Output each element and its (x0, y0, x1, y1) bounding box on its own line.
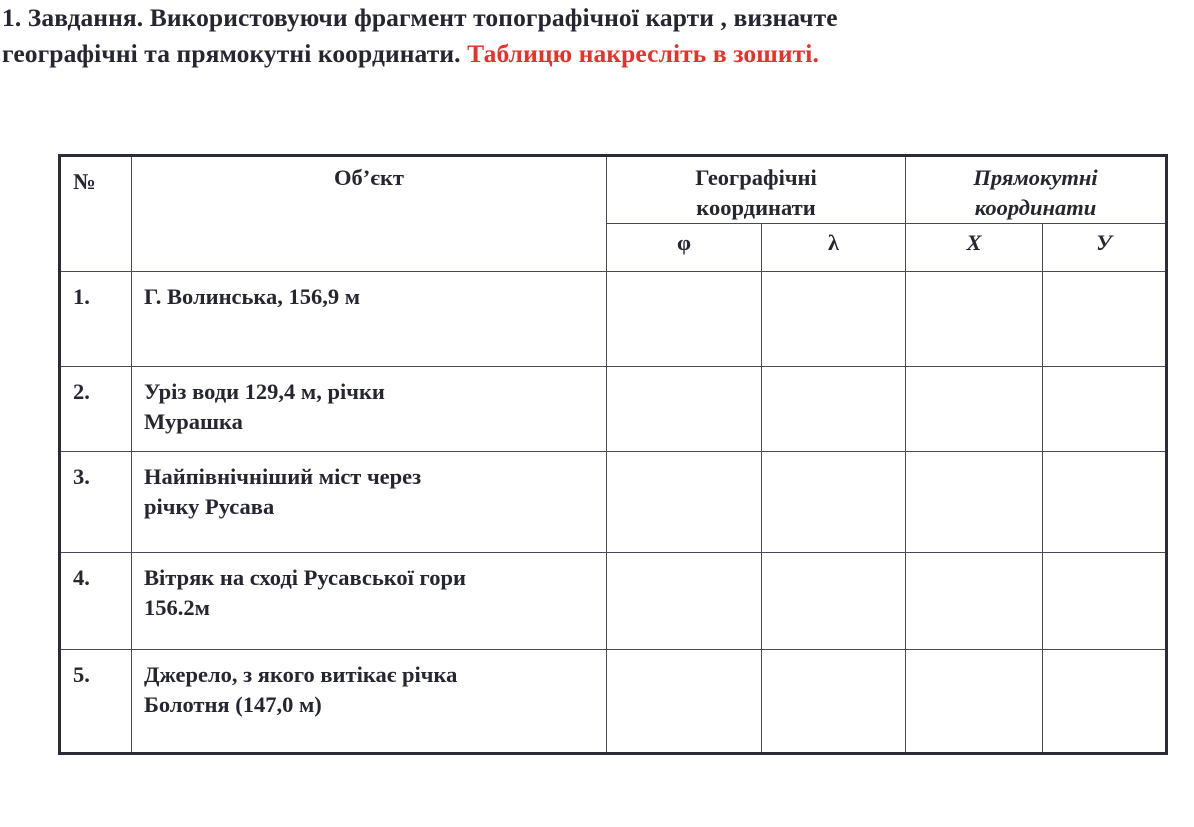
coordinates-table (58, 154, 1168, 755)
header-x: X (906, 224, 1043, 272)
cell-y (1043, 367, 1167, 452)
header-y: У (1043, 224, 1167, 272)
cell-phi (607, 650, 762, 754)
row-object-line2: річку Русава (144, 494, 275, 519)
cell-x (906, 553, 1043, 650)
row-object-line2: 156.2м (144, 595, 210, 620)
cell-x (906, 452, 1043, 553)
cell-x (906, 272, 1043, 367)
header-rect (906, 156, 1167, 224)
cell-lambda (762, 452, 906, 553)
header-num: № (60, 156, 132, 272)
row-object (132, 553, 607, 650)
header-rect-line1: Прямокутні (973, 165, 1098, 190)
row-object-line2: Мурашка (144, 409, 243, 434)
cell-x (906, 650, 1043, 754)
row-number: 3. (60, 452, 132, 553)
cell-phi (607, 272, 762, 367)
cell-phi (607, 553, 762, 650)
task-line-2-text: географічні та прямокутні координати. (2, 39, 461, 68)
row-number: 4. (60, 553, 132, 650)
table-row (60, 367, 1167, 452)
header-geo (607, 156, 906, 224)
row-object-line1: Вітряк на сході Русавської гори (144, 565, 466, 590)
table-row (60, 650, 1167, 754)
cell-y (1043, 272, 1167, 367)
row-object-line1: Г. Волинська, 156,9 м (144, 284, 361, 309)
row-number: 5. (60, 650, 132, 754)
cell-phi (607, 452, 762, 553)
table-row (60, 553, 1167, 650)
header-row (60, 156, 1167, 224)
row-number: 2. (60, 367, 132, 452)
row-object (132, 650, 607, 754)
row-object (132, 272, 607, 367)
row-object-line2: Болотня (147,0 м) (144, 692, 322, 717)
task-instruction-red: Таблицю накресліть в зошиті. (467, 39, 819, 68)
task-line-2 (2, 36, 1192, 72)
cell-y (1043, 452, 1167, 553)
header-geo-line2: координати (696, 195, 816, 220)
row-object-line1: Уріз води 129,4 м, річки (144, 379, 385, 404)
cell-lambda (762, 553, 906, 650)
cell-phi (607, 367, 762, 452)
row-number: 1. (60, 272, 132, 367)
task-text (2, 0, 1192, 72)
header-rect-line2: координати (974, 195, 1097, 220)
cell-lambda (762, 367, 906, 452)
cell-y (1043, 553, 1167, 650)
task-line-1: 1. Завдання. Використовуючи фрагмент топографічної карти , визначте (2, 3, 838, 32)
row-object (132, 452, 607, 553)
table-row (60, 272, 1167, 367)
cell-lambda (762, 650, 906, 754)
header-geo-line1: Географічні (695, 165, 817, 190)
cell-y (1043, 650, 1167, 754)
row-object-line1: Джерело, з якого витікає річка (144, 662, 458, 687)
header-phi: φ (607, 224, 762, 272)
header-lambda: λ (762, 224, 906, 272)
row-object-line1: Найпівнічніший міст через (144, 464, 422, 489)
table-row (60, 452, 1167, 553)
row-object (132, 367, 607, 452)
cell-x (906, 367, 1043, 452)
header-object: Об’єкт (132, 156, 607, 272)
cell-lambda (762, 272, 906, 367)
